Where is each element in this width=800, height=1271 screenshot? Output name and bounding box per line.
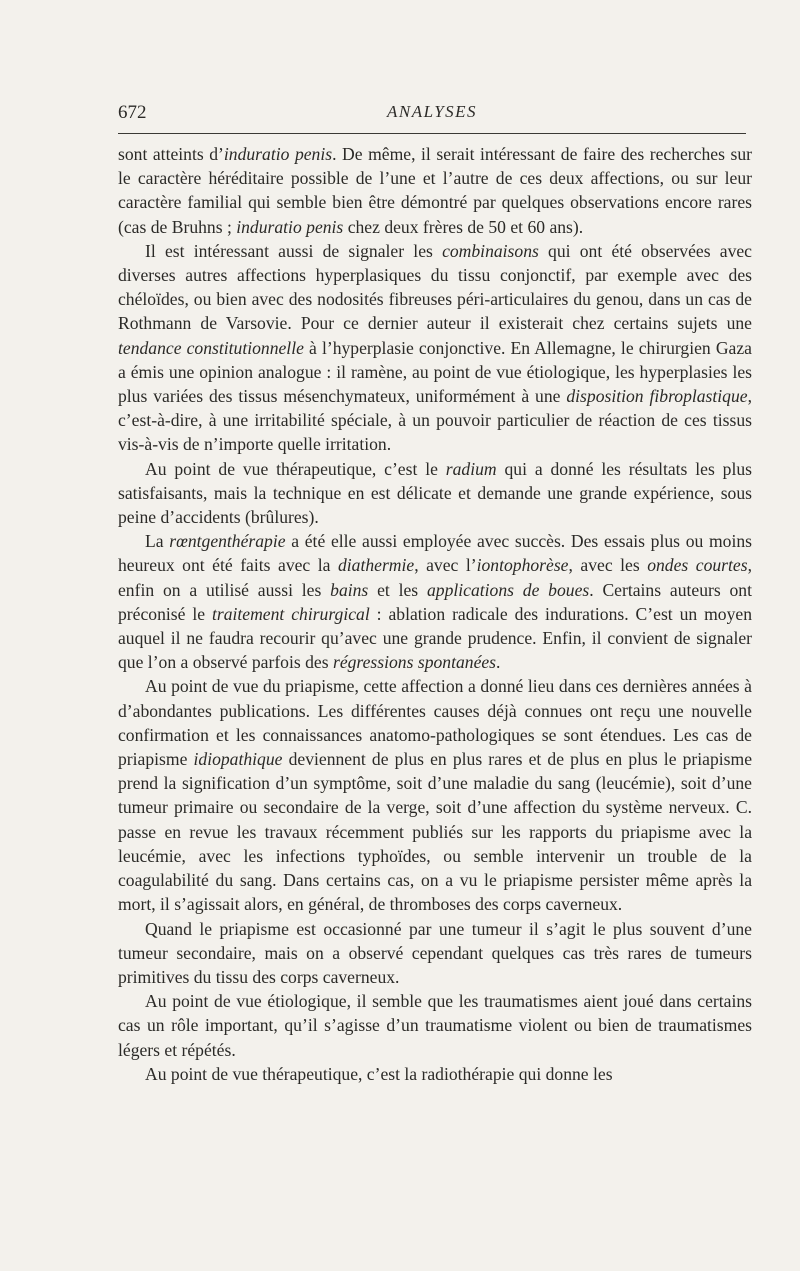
italic-term: diathermie <box>337 555 415 576</box>
text-run: Il est intéressant aussi de signaler les <box>145 240 443 261</box>
header-rule <box>118 133 746 134</box>
text-run: qui a donné les résultats les plus satisfaisants, mais la technique en est délicate et demande une grande expérience, sous peine d’accidents (brûlures). <box>118 458 752 528</box>
italic-term: rœntgenthérapie <box>169 531 286 552</box>
paragraph <box>118 989 752 1062</box>
text-run: chez deux frères de 50 et 60 ans). <box>343 216 584 237</box>
text-run: Au point de vue thérapeutique, c’est la radiothérapie qui donne les <box>145 1063 613 1084</box>
italic-term: applications de boues <box>426 579 590 600</box>
italic-term: tendance constitutionnelle <box>118 337 304 358</box>
text-run: . <box>496 652 501 673</box>
italic-term: induratio penis <box>236 216 344 237</box>
italic-term: idiopathique <box>193 749 283 770</box>
text-run: a été elle aussi employée avec succès. Des essais plus ou moins heureux ont été faits avec la <box>118 531 752 576</box>
text-run: Au point de vue étiologique, il semble que les traumatismes aient joué dans certains cas un rôle important, qu’il s’agisse d’un traumatisme violent ou bien de traumatismes légers et répétés. <box>118 991 752 1060</box>
text-run: , c’est-à-dire, à une irritabilité spéciale, à un pouvoir particulier de réaction de ces tissus vis-à-vis de n’importe quelle irritation. <box>118 386 752 455</box>
text-run: : ablation radicale des indurations. C’est un moyen auquel il ne faudra recourir qu’avec une grande prudence. Enfin, il convient de signaler que l’on a observé parfois des <box>118 603 753 673</box>
text-run: La <box>145 531 170 552</box>
text-run: , avec les <box>568 555 648 576</box>
text-run: qui ont été observées avec diverses autres affections hyperplasiques du tissu conjonctif, par exemple avec des chéloïdes, ou bien avec des nodosités fibreuses péri-articulaires du genou, dans un cas de Rothmann de Varsovie. Pour ce dernier auteur il existerait chez certains sujets une <box>118 240 752 334</box>
page-number: 672 <box>118 102 147 123</box>
italic-term: iontophorèse <box>476 555 569 576</box>
text-run: Au point de vue thérapeutique, c’est le <box>145 458 446 479</box>
italic-term: ondes courtes <box>647 555 748 576</box>
italic-term: traitement chirurgical <box>211 603 370 624</box>
paragraph <box>118 457 752 530</box>
text-run: deviennent de plus en plus rares et de plus en plus le priapisme prend la signification d’un symptôme, soit d’une maladie du sang (leucémie), soit d’une tumeur primaire ou secondaire de la verge, soit d’une affection du système nerveux. C. passe en revue les travaux récemment publiés sur les rapports du priapisme avec la leucémie, avec les infections typhoïdes, ou semble intervenir un trouble de la coagulabilité du sang. Dans certains cas, on a vu le priapisme persister même après la mort, il s’agissait alors, en général, de thromboses des corps caverneux. <box>118 749 753 915</box>
text-run: , avec l’ <box>414 555 477 576</box>
italic-term: bains <box>330 579 369 600</box>
italic-term: radium <box>445 458 497 479</box>
text-run: à l’hyperplasie conjonctive. En Allemagne, le chirurgien Gaza a émis une opinion analogue : il ramène, au point de vue étiologique, les hyperplasies les plus variées des tissus mésenchymateux, uniformément à une <box>118 337 752 407</box>
text-run: Au point de vue du priapisme, cette affection a donné lieu dans ces dernières années à d’abondantes publications. Les différentes causes déjà connues ont reçu une nouvelle confirmation et les connaissances anatomo-pathologiques se sont étendues. Les cas de priapisme <box>118 676 752 770</box>
italic-term: induratio penis <box>223 144 333 164</box>
text-run: Quand le priapisme est occasionné par une tumeur il s’agit le plus souvent d’une tumeur secondaire, mais on a observé cependant quelques cas très rares de tumeurs primitives du tissu des corps caverneux. <box>118 918 752 987</box>
text-run: sont atteints d’ <box>118 144 224 164</box>
paragraph <box>118 239 752 457</box>
text-run: , enfin on a utilisé aussi les <box>118 555 752 600</box>
italic-term: régressions spontanées <box>332 652 497 673</box>
paragraph <box>118 1062 752 1086</box>
text-run: . Certains auteurs ont préconisé le <box>118 579 752 624</box>
paragraph <box>118 142 752 239</box>
article-body <box>118 142 752 1086</box>
page-header <box>118 102 746 126</box>
text-run: . De même, il serait intéressant de faire des recherches sur le caractère héréditaire possible de l’une et l’autre de ces deux affections, ou sur leur caractère familial qui semble bien être démontré par quelques observations encore rares (cas de Bruhns ; <box>118 144 752 237</box>
paragraph <box>118 674 752 916</box>
italic-term: disposition fibroplastique <box>566 386 748 407</box>
paragraph <box>118 917 752 990</box>
running-title: ANALYSES <box>386 102 478 121</box>
text-run: et les <box>368 579 427 600</box>
italic-term: combinaisons <box>442 240 539 261</box>
paragraph <box>118 529 752 674</box>
